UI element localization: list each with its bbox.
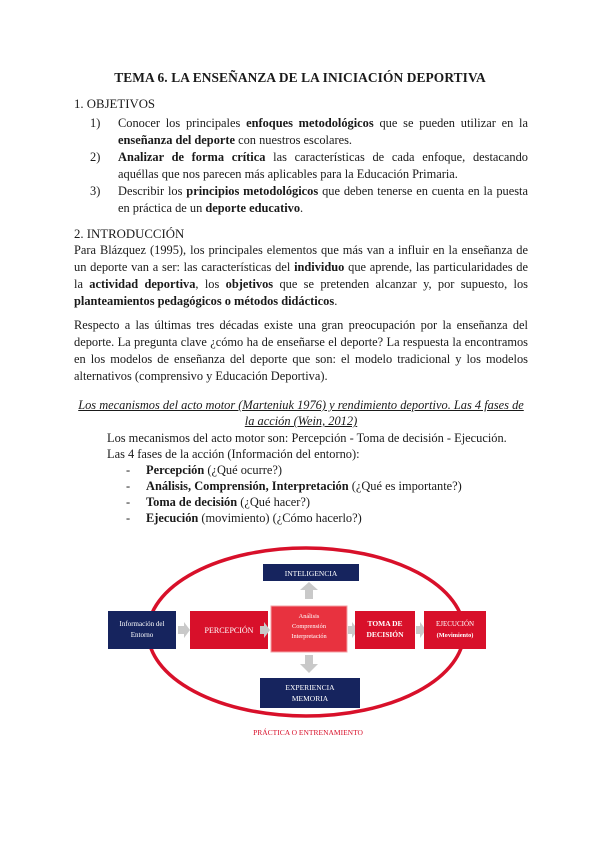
bold-fragment: objetivos	[225, 277, 274, 291]
entorno-box	[108, 611, 176, 649]
arrow-down-icon	[300, 655, 318, 673]
objective-item	[90, 115, 528, 149]
text-fragment: , los	[195, 277, 226, 291]
ejecucion-label: (Movimiento)	[436, 632, 474, 639]
text-fragment: Conocer los principales	[118, 116, 247, 130]
section-heading-objetivos: 1. OBJETIVOS	[74, 97, 156, 111]
decision-label: DECISIÓN	[366, 630, 404, 639]
experiencia-label: MEMORIA	[291, 694, 329, 703]
practica-label: PRÁCTICA O ENTRENAMIENTO	[253, 728, 363, 737]
bold-fragment: enfoques metodológicos	[246, 116, 374, 130]
analisis-label: Comprensión	[292, 623, 326, 630]
text-fragment: .	[334, 294, 338, 308]
text-fragment: Para Blázquez (1995), los principales elementos que más van a influir en la enseñanza de un deporte van a ser: las características del	[74, 243, 528, 274]
bold-fragment: Analizar de forma crítica	[118, 150, 266, 164]
phases-intro-line: Las 4 fases de la acción (Información del entorno):	[107, 447, 360, 461]
objective-number: 2)	[90, 150, 101, 164]
phase-item: - Percepción (¿Qué ocurre?)	[126, 463, 282, 477]
inteligencia-label: INTELIGENCIA	[284, 569, 338, 578]
analisis-label: Interpretación	[291, 633, 327, 640]
bold-fragment: planteamientos pedagógicos o métodos didácticos	[74, 294, 335, 308]
text-fragment: .	[300, 201, 304, 215]
objective-number: 1)	[90, 116, 101, 130]
objectives-list	[90, 115, 528, 217]
text-fragment: las características de cada enfoque, destacando aquéllas que nos parecen más aplicables para la Educación Primaria.	[118, 150, 529, 181]
intro-paragraph-text	[74, 243, 528, 308]
text-fragment: que aprende, las particularidades de la	[74, 260, 528, 291]
analisis-label: Análisis	[298, 613, 320, 620]
section-heading-introduccion: 2. INTRODUCCIÓN	[74, 227, 185, 241]
objective-item	[90, 183, 528, 217]
objective-text	[118, 184, 528, 215]
experiencia-label: EXPERIENCIA	[285, 683, 335, 692]
entorno-label: Entorno	[130, 631, 154, 639]
objective-text	[118, 150, 528, 181]
phase-item: - Toma de decisión (¿Qué hacer?)	[126, 495, 311, 509]
motor-act-diagram	[100, 542, 490, 748]
bold-fragment: enseñanza del deporte	[118, 133, 236, 147]
objective-number: 3)	[90, 184, 101, 198]
arrow-up-icon	[300, 582, 318, 599]
intro-paragraph	[74, 242, 528, 310]
entorno-label: Información del	[119, 620, 165, 628]
text-fragment: que deben tenerse en cuenta en la puesta en práctica de un	[118, 184, 528, 215]
ejecucion-box	[424, 611, 486, 649]
percepcion-label: PERCEPCIÓN	[204, 626, 254, 635]
phase-item: - Ejecución (movimiento) (¿Cómo hacerlo?)	[126, 511, 362, 525]
bold-fragment: individuo	[294, 260, 345, 274]
bold-fragment: principios metodológicos	[186, 184, 319, 198]
text-fragment: que se pretenden alcanzar y, por supuesto, los	[273, 277, 528, 291]
objective-item	[90, 149, 528, 183]
decision-label: TOMA DE	[367, 619, 403, 628]
mechanisms-subtitle: Los mecanismos del acto motor (Marteniuk 1976) y rendimiento deportivo. Las 4 fases de la acción (Wein, 2012)	[78, 398, 524, 428]
bold-fragment: deporte educativo	[205, 201, 301, 215]
objective-text	[118, 116, 528, 147]
mechanisms-line: Los mecanismos del acto motor son: Percepción - Toma de decisión - Ejecución.	[107, 431, 507, 445]
arrow-right-icon	[178, 622, 190, 638]
text-fragment: Describir los	[118, 184, 187, 198]
phase-item: - Análisis, Comprensión, Interpretación (¿Qué es importante?)	[126, 479, 462, 493]
document-title: TEMA 6. LA ENSEÑANZA DE LA INICIACIÓN DEPORTIVA	[114, 70, 486, 85]
models-paragraph: Respecto a las últimas tres décadas existe una gran preocupación por la enseñanza del deporte. La pregunta clave ¿cómo ha de enseñarse el deporte? La respuesta la encontramos en los modelos de enseñanza del deporte que son: el modelo tradicional y los modelos alternativos (comprensivo y Educación Deportiva).	[74, 318, 528, 383]
ejecucion-label: EJECUCIÓN	[435, 620, 475, 628]
text-fragment: que se pueden utilizar en la	[373, 116, 529, 130]
text-fragment: con nuestros escolares.	[235, 133, 353, 147]
bold-fragment: actividad deportiva	[89, 277, 196, 291]
